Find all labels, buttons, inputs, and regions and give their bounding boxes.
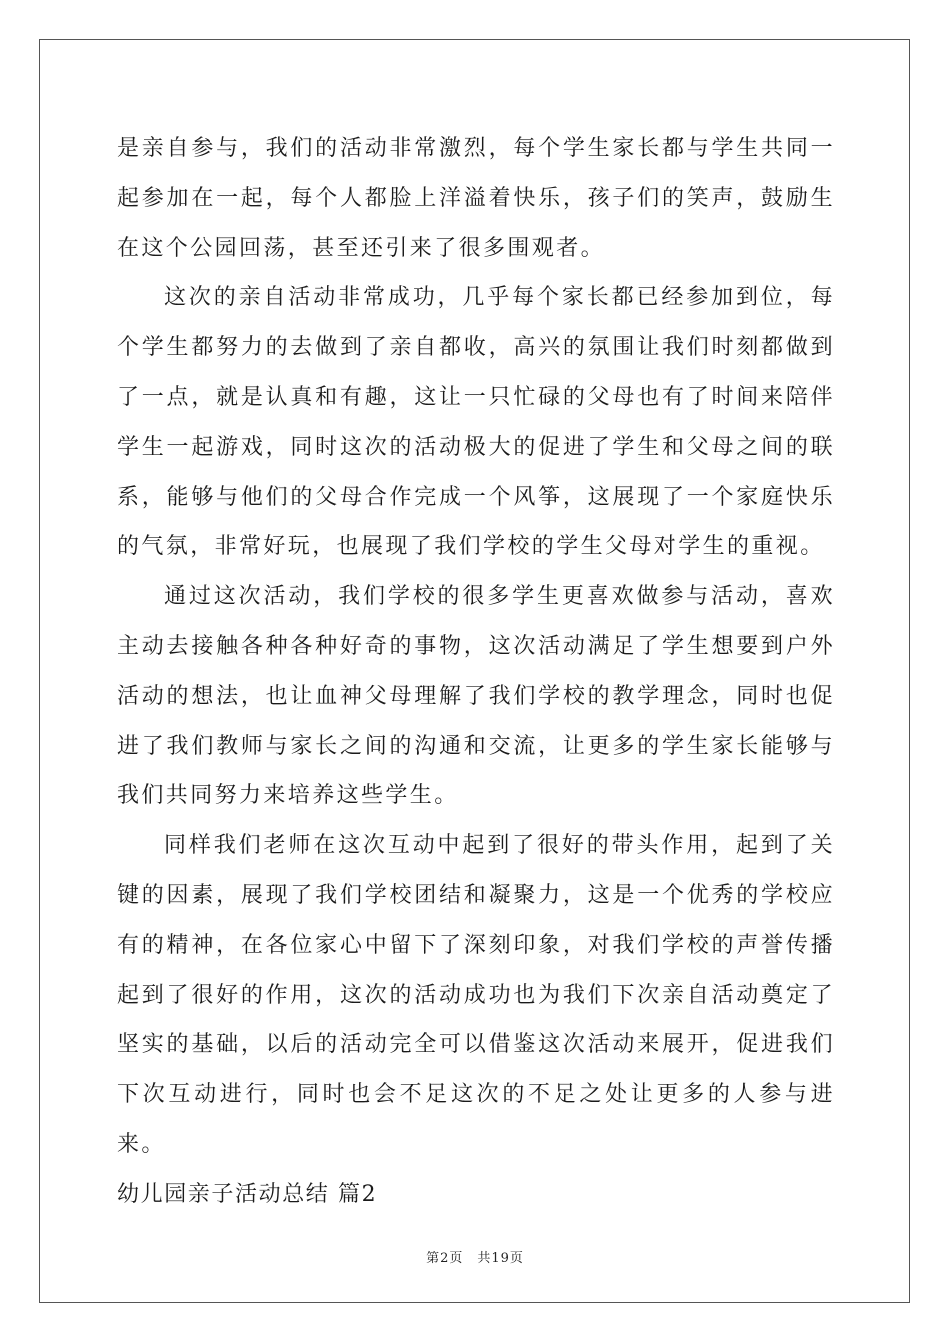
section-title: 幼儿园亲子活动总结 篇2	[117, 1181, 378, 1207]
page-number: 第2页	[426, 1251, 464, 1266]
paragraph-2: 这次的亲自活动非常成功，几乎每个家长都已经参加到位，每个学生都努力的去做到了亲自都收，高兴的氛围让我们时刻都做到了一点，就是认真和有趣，这让一只忙碌的父母也有了时间来陪伴学生一起游戏，同时这次的活动极大的促进了学生和父母之间的联系，能够与他们的父母合作完成一个风筝，这展现了一个家庭快乐的气氛，非常好玩，也展现了我们学校的学生父母对学生的重视。	[117, 285, 835, 560]
page-total: 共19页	[477, 1251, 524, 1266]
paragraph-1: 是亲自参与，我们的活动非常激烈，每个学生家长都与学生共同一起参加在一起，每个人都脸上洋溢着快乐，孩子们的笑声，鼓励生在这个公园回荡，甚至还引来了很多围观者。	[117, 136, 835, 261]
document-body	[117, 124, 835, 1220]
page-footer	[0, 1247, 950, 1266]
paragraph-3: 通过这次活动，我们学校的很多学生更喜欢做参与活动，喜欢主动去接触各种各种好奇的事物，这次活动满足了学生想要到户外活动的想法，也让血神父母理解了我们学校的教学理念，同时也促进了我们教师与家长之间的沟通和交流，让更多的学生家长能够与我们共同努力来培养这些学生。	[117, 584, 835, 809]
paragraph-4: 同样我们老师在这次互动中起到了很好的带头作用，起到了关键的因素，展现了我们学校团结和凝聚力，这是一个优秀的学校应有的精神，在各位家心中留下了深刻印象，对我们学校的声誉传播起到了很好的作用，这次的活动成功也为我们下次亲自活动奠定了坚实的基础，以后的活动完全可以借鉴这次活动来展开，促进我们下次互动进行，同时也会不足这次的不足之处让更多的人参与进来。	[117, 833, 835, 1157]
